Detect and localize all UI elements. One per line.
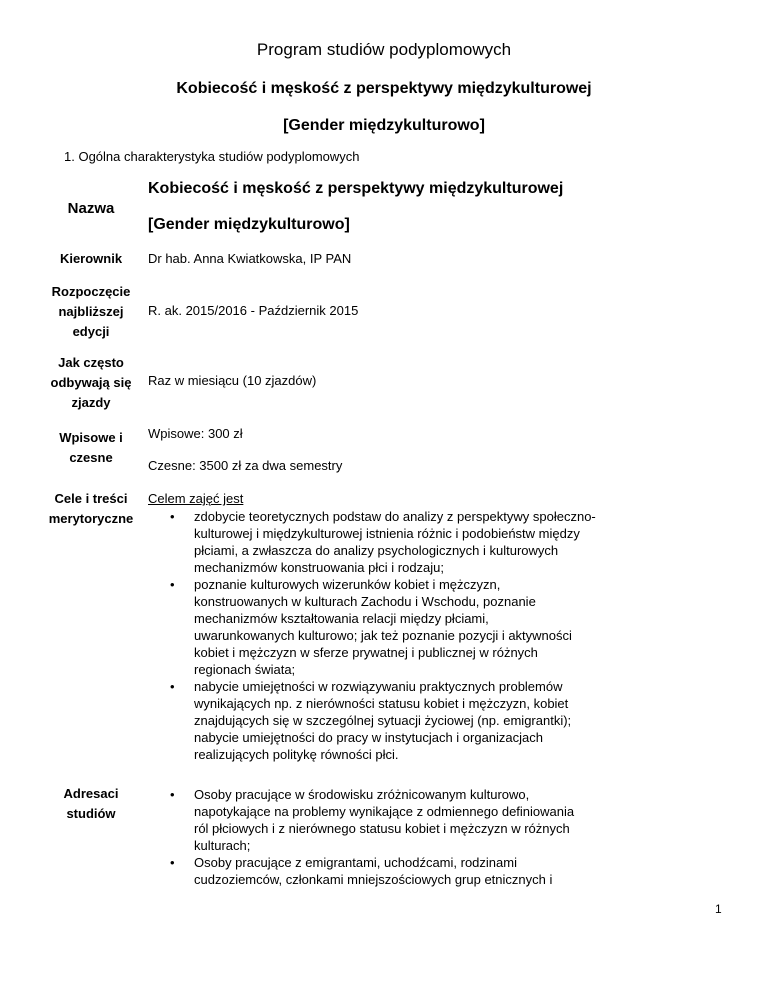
value-wpisowe: Wpisowe: 300 zł xyxy=(148,426,243,441)
list-item: • poznanie kulturowych wizerunków kobiet i mężczyzn, konstruowanych w kulturach Zachodu i Wschodu, poznanie mechanizmów kształtowania relacji między płciami, uwarunkowanych kulturowo; jak też poznanie pozycji i aktywności kobiet i mężczyzn w sferze prywatnej i publicznej w różnych regionach świata; xyxy=(170,577,572,677)
label-nazwa: Nazwa xyxy=(67,200,115,217)
bullet-icon: • xyxy=(170,855,175,870)
course-title: Kobiecość i męskość z perspektywy międzykulturowej xyxy=(176,80,592,97)
label-rozpoczecie: Rozpoczęcie najbliższej edycji xyxy=(51,284,131,339)
course-subtitle: [Gender międzykulturowo] xyxy=(283,117,485,134)
bullet-icon: • xyxy=(170,577,175,592)
list-item: • Osoby pracujące z emigrantami, uchodźcami, rodzinami cudzoziemców, członkami mniejszościowych grup etnicznych i xyxy=(170,855,553,887)
value-cele-intro: Celem zajęć jest xyxy=(148,491,244,506)
cele-list xyxy=(170,508,664,763)
bullet-icon: • xyxy=(170,787,175,802)
list-item: • zdobycie teoretycznych podstaw do analizy z perspektywy społeczno- kulturowej i międzykulturowej istnienia różnic i podobieństw między płciami, a zwłaszcza do analizy psychologicznych i kulturowych mechanizmów konstruowania płci i rodzaju; xyxy=(170,509,596,575)
value-zjazdy: Raz w miesiącu (10 zjazdów) xyxy=(148,373,317,388)
list-item: • nabycie umiejętności w rozwiązywaniu praktycznych problemów wynikających np. z nierówności statusu kobiet i mężczyzn, kobiet znajdujących się w szczególnej sytuacji życiowej (np. emigrantki); nabycie umiejętności do pracy w instytucjach i organizacjach realizujących politykę równości płci. xyxy=(170,679,572,762)
adresaci-list xyxy=(170,786,664,888)
label-cele: Cele i treści merytoryczne xyxy=(48,491,134,526)
label-zjazdy: Jak często odbywają się zjazdy xyxy=(50,355,132,410)
bullet-icon: • xyxy=(170,679,175,694)
value-nazwa-line1: Kobiecość i męskość z perspektywy międzykulturowej xyxy=(148,180,564,197)
value-rozpoczecie: R. ak. 2015/2016 - Październik 2015 xyxy=(148,303,359,318)
bullet-icon: • xyxy=(170,509,175,524)
value-nazwa-line2: [Gender międzykulturowo] xyxy=(148,216,350,233)
value-kierownik: Dr hab. Anna Kwiatkowska, IP PAN xyxy=(148,251,352,266)
section-heading: 1. Ogólna charakterystyka studiów podyplomowych xyxy=(64,149,360,164)
program-title: Program studiów podyplomowych xyxy=(256,40,512,59)
list-item: • Osoby pracujące w środowisku zróżnicowanym kulturowo, napotykające na problemy wynikające z odmiennego definiowania ról płciowych i z nierównego statusu kobiet i mężczyzn w różnych kulturach; xyxy=(170,787,575,853)
value-czesne: Czesne: 3500 zł za dwa semestry xyxy=(148,458,343,473)
page-number: 1 xyxy=(715,902,722,916)
label-wpisowe: Wpisowe i czesne xyxy=(59,430,123,465)
label-adresaci: Adresaci studiów xyxy=(63,786,119,821)
label-kierownik: Kierownik xyxy=(59,251,123,266)
